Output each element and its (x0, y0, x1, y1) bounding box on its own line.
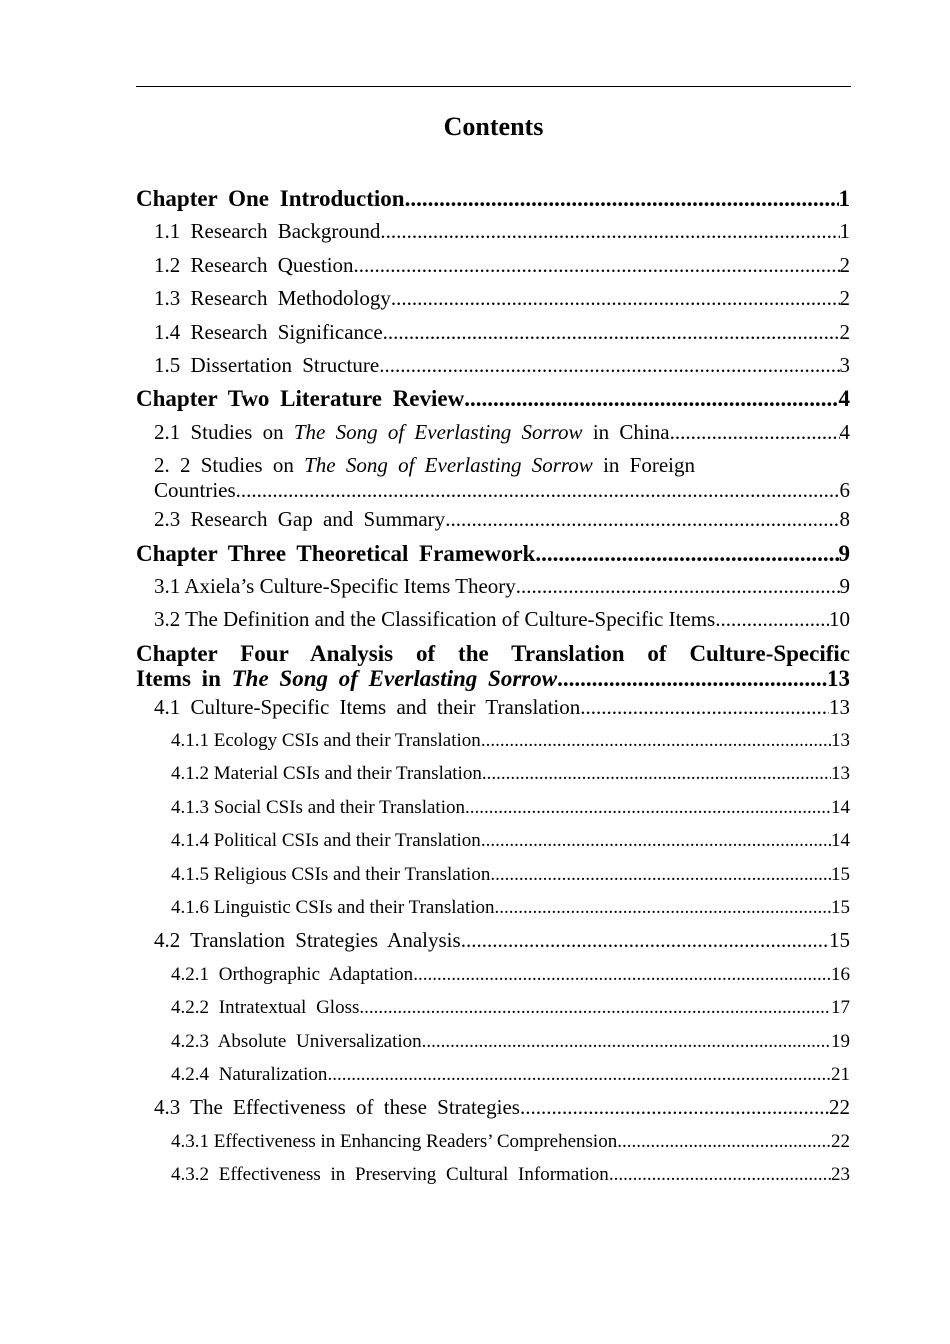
toc-entry-line (154, 570, 850, 603)
page-number: 22 (829, 1095, 850, 1120)
toc-entry-title (171, 724, 481, 757)
title-text: 1.1 Research Background (154, 219, 381, 244)
toc-entry-title (136, 537, 535, 570)
toc-chapter-entry[interactable] (136, 641, 850, 691)
toc-entry-line (154, 282, 850, 315)
toc-section-entry[interactable] (136, 416, 850, 449)
dot-leader (465, 791, 831, 824)
toc-entry-line (154, 416, 850, 449)
toc-entry-title (154, 691, 580, 724)
page-number: 13 (829, 694, 850, 719)
page-number: 21 (831, 1063, 850, 1085)
dot-leader (557, 666, 827, 691)
title-text: 4.3.2 Effectiveness in Preserving Cultural Information (171, 1164, 609, 1186)
dot-leader (464, 382, 838, 415)
dot-leader (715, 603, 829, 636)
toc-section-entry[interactable] (136, 316, 850, 349)
toc-entry-title (136, 182, 405, 215)
dot-leader (236, 478, 840, 503)
title-text: 4.1.1 Ecology CSIs and their Translation (171, 730, 481, 752)
toc-entry-title (154, 349, 379, 382)
toc-entry-line (154, 924, 850, 957)
toc-entry-line (154, 316, 850, 349)
toc-chapter-entry[interactable] (136, 182, 850, 215)
toc-section-entry[interactable] (136, 503, 850, 536)
toc-entry-line (171, 1158, 850, 1191)
toc-entry-title (171, 1158, 609, 1191)
dot-leader (490, 858, 831, 891)
title-text: in China (582, 419, 670, 444)
toc-entry-title (154, 1091, 520, 1124)
page-number: 17 (831, 997, 850, 1019)
dot-leader (380, 215, 839, 248)
toc-entry-line (136, 641, 850, 666)
title-text: 4.1 Culture-Specific Items and their Translation (154, 694, 581, 719)
toc-entry-title (171, 1125, 617, 1158)
title-text: 1.2 Research Question (154, 252, 354, 277)
toc-entry-title (154, 453, 695, 478)
toc-entry-line (171, 791, 850, 824)
toc-entry-title (171, 1025, 422, 1058)
title-text: Chapter Two Literature Review (136, 386, 465, 412)
title-text: 3.2 The Definition and the Classification of Culture-Specific Items (154, 607, 716, 632)
toc-entry-title (154, 570, 516, 603)
toc-entry-title (171, 791, 465, 824)
toc-entry-title (154, 603, 715, 636)
toc-entry-title (154, 316, 383, 349)
title-text: 4.2.4 Naturalization (171, 1063, 328, 1085)
dot-leader (405, 182, 839, 215)
toc-entry-title (171, 991, 359, 1024)
toc-entry-title (171, 958, 413, 991)
toc-entry-title (171, 858, 490, 891)
toc-subsection-entry[interactable] (136, 724, 850, 757)
title-text: 4.2.2 Intratextual Gloss (171, 997, 360, 1019)
toc-entry-title (136, 382, 464, 415)
title-text: 4.1.2 Material CSIs and their Translation (171, 763, 482, 785)
toc-entry-title (154, 249, 354, 282)
toc-subsection-entry[interactable] (136, 1058, 850, 1091)
page-number: 19 (831, 1030, 850, 1052)
toc-subsection-entry[interactable] (136, 791, 850, 824)
toc-chapter-entry[interactable] (136, 537, 850, 570)
page-number: 1 (839, 219, 850, 244)
toc-subsection-entry[interactable] (136, 1025, 850, 1058)
toc-section-entry[interactable] (136, 453, 850, 503)
page-number: 22 (831, 1130, 850, 1152)
page-title: Contents (443, 112, 544, 141)
toc-entry-line (171, 1058, 850, 1091)
page-number: 15 (831, 863, 850, 885)
page-number: 10 (829, 607, 850, 632)
toc-entry-line (154, 1091, 850, 1124)
toc-entry-line (154, 691, 850, 724)
toc-entry-line (136, 182, 850, 215)
title-text: Countries (154, 478, 236, 503)
page-number: 2 (839, 252, 850, 277)
title-text: Chapter One Introduction (136, 186, 405, 211)
toc-entry-title (154, 503, 445, 536)
italic-work-title: The Song of Everlasting Sorrow (231, 665, 558, 691)
dot-leader (354, 249, 840, 282)
page-number: 3 (839, 352, 850, 377)
title-text: 2. 2 Studies on (154, 453, 305, 478)
toc-entry-title (154, 282, 391, 315)
toc-entry-line (171, 958, 850, 991)
page-number: 13 (831, 763, 850, 785)
toc-entry-line (154, 349, 850, 382)
title-text: 2.1 Studies on (154, 419, 294, 444)
toc-entry-title (171, 824, 481, 857)
toc-entry-title (171, 1058, 327, 1091)
title-text: 4.3.1 Effectiveness in Enhancing Readers’ Comprehension (171, 1130, 618, 1152)
title-text: 1.4 Research Significance (154, 319, 383, 344)
page-number: 14 (831, 796, 850, 818)
page-number: 14 (831, 830, 850, 852)
page-number: 2 (839, 286, 850, 311)
toc-entry-title (154, 416, 670, 449)
toc-subsection-entry[interactable] (136, 1158, 850, 1191)
dot-leader (481, 824, 831, 857)
toc-entry-line (136, 666, 850, 691)
page-number: 9 (838, 540, 850, 566)
title-text: 4.1.4 Political CSIs and their Translation (171, 830, 481, 852)
toc-section-entry[interactable] (136, 603, 850, 636)
dot-leader (580, 691, 829, 724)
dot-leader (445, 503, 839, 536)
toc-entry-title (136, 666, 557, 691)
toc-entry-title (171, 891, 495, 924)
dot-leader (379, 349, 839, 382)
toc-subsection-entry[interactable] (136, 991, 850, 1024)
toc-entry-line (154, 215, 850, 248)
page-number: 8 (839, 507, 850, 532)
dot-leader (520, 1091, 829, 1124)
header-rule (136, 86, 851, 87)
toc-section-entry[interactable] (136, 215, 850, 248)
page-number: 6 (839, 478, 850, 503)
toc-section-entry[interactable] (136, 924, 850, 957)
italic-work-title: The Song of Everlasting Sorrow (304, 453, 593, 478)
toc-entry-title (154, 478, 236, 503)
page-number: 16 (831, 963, 850, 985)
toc-entry-line (154, 249, 850, 282)
title-text: in Foreign (592, 453, 695, 478)
dot-leader (535, 537, 838, 570)
title-text: 1.3 Research Methodology (154, 286, 391, 311)
dot-leader (391, 282, 840, 315)
page-number: 13 (831, 730, 850, 752)
toc-section-entry[interactable] (136, 349, 850, 382)
toc-entry-title (154, 215, 380, 248)
toc-entry-line (154, 503, 850, 536)
dot-leader (327, 1058, 831, 1091)
page-number: 1 (838, 186, 850, 211)
toc-subsection-entry[interactable] (136, 1125, 850, 1158)
title-text: 2.3 Research Gap and Summary (154, 507, 446, 532)
page-number: 13 (827, 665, 850, 691)
page-number: 23 (831, 1164, 850, 1186)
dot-leader (670, 416, 840, 449)
dot-leader (359, 991, 831, 1024)
title-text: Chapter Four Analysis of the Translation of Culture-Specific (136, 640, 850, 666)
dot-leader (495, 891, 831, 924)
title-text: 4.1.5 Religious CSIs and their Translation (171, 863, 491, 885)
toc-entry-line (171, 824, 850, 857)
toc-entry-line (171, 991, 850, 1024)
dot-leader (516, 570, 840, 603)
toc-entry-line (154, 478, 850, 503)
dot-leader (413, 958, 831, 991)
dot-leader (383, 316, 840, 349)
page-number: 15 (831, 897, 850, 919)
toc-subsection-entry[interactable] (136, 891, 850, 924)
italic-work-title: The Song of Everlasting Sorrow (293, 419, 583, 444)
title-text: Items in (136, 665, 232, 691)
page-number: 4 (839, 419, 850, 444)
toc-entry-line (136, 382, 850, 415)
toc-entry-line (171, 724, 850, 757)
title-text: Chapter Three Theoretical Framework (136, 540, 536, 566)
toc-entry-line (171, 891, 850, 924)
dot-leader (609, 1158, 831, 1191)
title-text: 4.2.1 Orthographic Adaptation (171, 963, 414, 985)
toc-section-entry[interactable] (136, 570, 850, 603)
toc-entry-line (136, 537, 850, 570)
title-text: 4.2.3 Absolute Universalization (171, 1030, 422, 1052)
page-number: 9 (839, 573, 850, 598)
dot-leader (461, 924, 829, 957)
dot-leader (482, 757, 831, 790)
toc-entry-title (136, 641, 850, 666)
title-text: 3.1 Axiela’s Culture-Specific Items Theory (154, 573, 516, 598)
toc-entry-line (154, 453, 850, 478)
title-text: 4.1.6 Linguistic CSIs and their Translation (171, 897, 495, 919)
toc-entry-line (171, 858, 850, 891)
dot-leader (617, 1125, 831, 1158)
toc-subsection-entry[interactable] (136, 858, 850, 891)
title-text: 1.5 Dissertation Structure (154, 352, 380, 377)
toc-subsection-entry[interactable] (136, 824, 850, 857)
toc-entry-line (154, 603, 850, 636)
page-number: 2 (839, 319, 850, 344)
toc-entry-line (171, 1125, 850, 1158)
page-number: 15 (829, 928, 850, 953)
title-text: 4.2 Translation Strategies Analysis (154, 928, 461, 953)
toc-subsection-entry[interactable] (136, 757, 850, 790)
toc-section-entry[interactable] (136, 282, 850, 315)
page-number: 4 (838, 386, 850, 412)
toc-entry-title (154, 924, 461, 957)
toc-section-entry[interactable] (136, 1091, 850, 1124)
toc-section-entry[interactable] (136, 249, 850, 282)
toc-entry-line (171, 757, 850, 790)
toc-subsection-entry[interactable] (136, 958, 850, 991)
title-text: 4.1.3 Social CSIs and their Translation (171, 796, 465, 818)
toc-entry-line (171, 1025, 850, 1058)
table-of-contents (136, 182, 850, 1192)
dot-leader (481, 724, 831, 757)
dot-leader (422, 1025, 831, 1058)
title-text: 4.3 The Effectiveness of these Strategies (154, 1095, 520, 1120)
toc-section-entry[interactable] (136, 691, 850, 724)
toc-chapter-entry[interactable] (136, 382, 850, 415)
toc-entry-title (171, 757, 482, 790)
